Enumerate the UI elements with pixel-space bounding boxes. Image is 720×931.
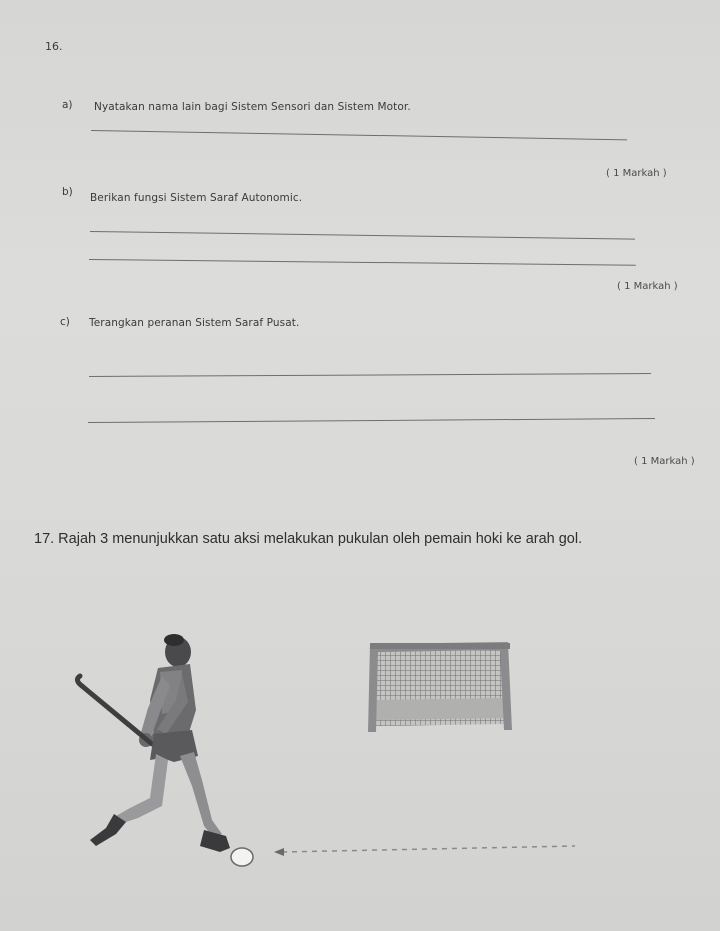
item-a-marks: ( 1 Markah ) — [606, 168, 667, 179]
item-c-letter: c) — [60, 316, 70, 328]
hockey-goal-figure — [360, 640, 520, 740]
answer-line-c1[interactable] — [89, 373, 651, 377]
answer-line-a1[interactable] — [91, 130, 627, 140]
item-c-marks: ( 1 Markah ) — [634, 456, 695, 467]
item-a-text: Nyatakan nama lain bagi Sistem Sensori dan Sistem Motor. — [94, 101, 411, 113]
hockey-player-figure — [70, 630, 270, 860]
answer-line-b2[interactable] — [89, 259, 636, 266]
ball-path-arrow — [270, 838, 580, 862]
item-c-text: Terangkan peranan Sistem Saraf Pusat. — [89, 317, 300, 329]
item-a-letter: a) — [62, 99, 73, 111]
question-16-number: 16. — [45, 40, 63, 53]
answer-line-b1[interactable] — [90, 231, 635, 240]
ball-icon — [228, 845, 256, 869]
item-b-text: Berikan fungsi Sistem Saraf Autonomic. — [90, 192, 303, 204]
question-17-text: 17. Rajah 3 menunjukkan satu aksi melakukan pukulan oleh pemain hoki ke arah gol. — [34, 531, 583, 547]
item-b-marks: ( 1 Markah ) — [617, 281, 678, 292]
item-b-letter: b) — [62, 186, 73, 198]
answer-line-c2[interactable] — [88, 418, 655, 423]
